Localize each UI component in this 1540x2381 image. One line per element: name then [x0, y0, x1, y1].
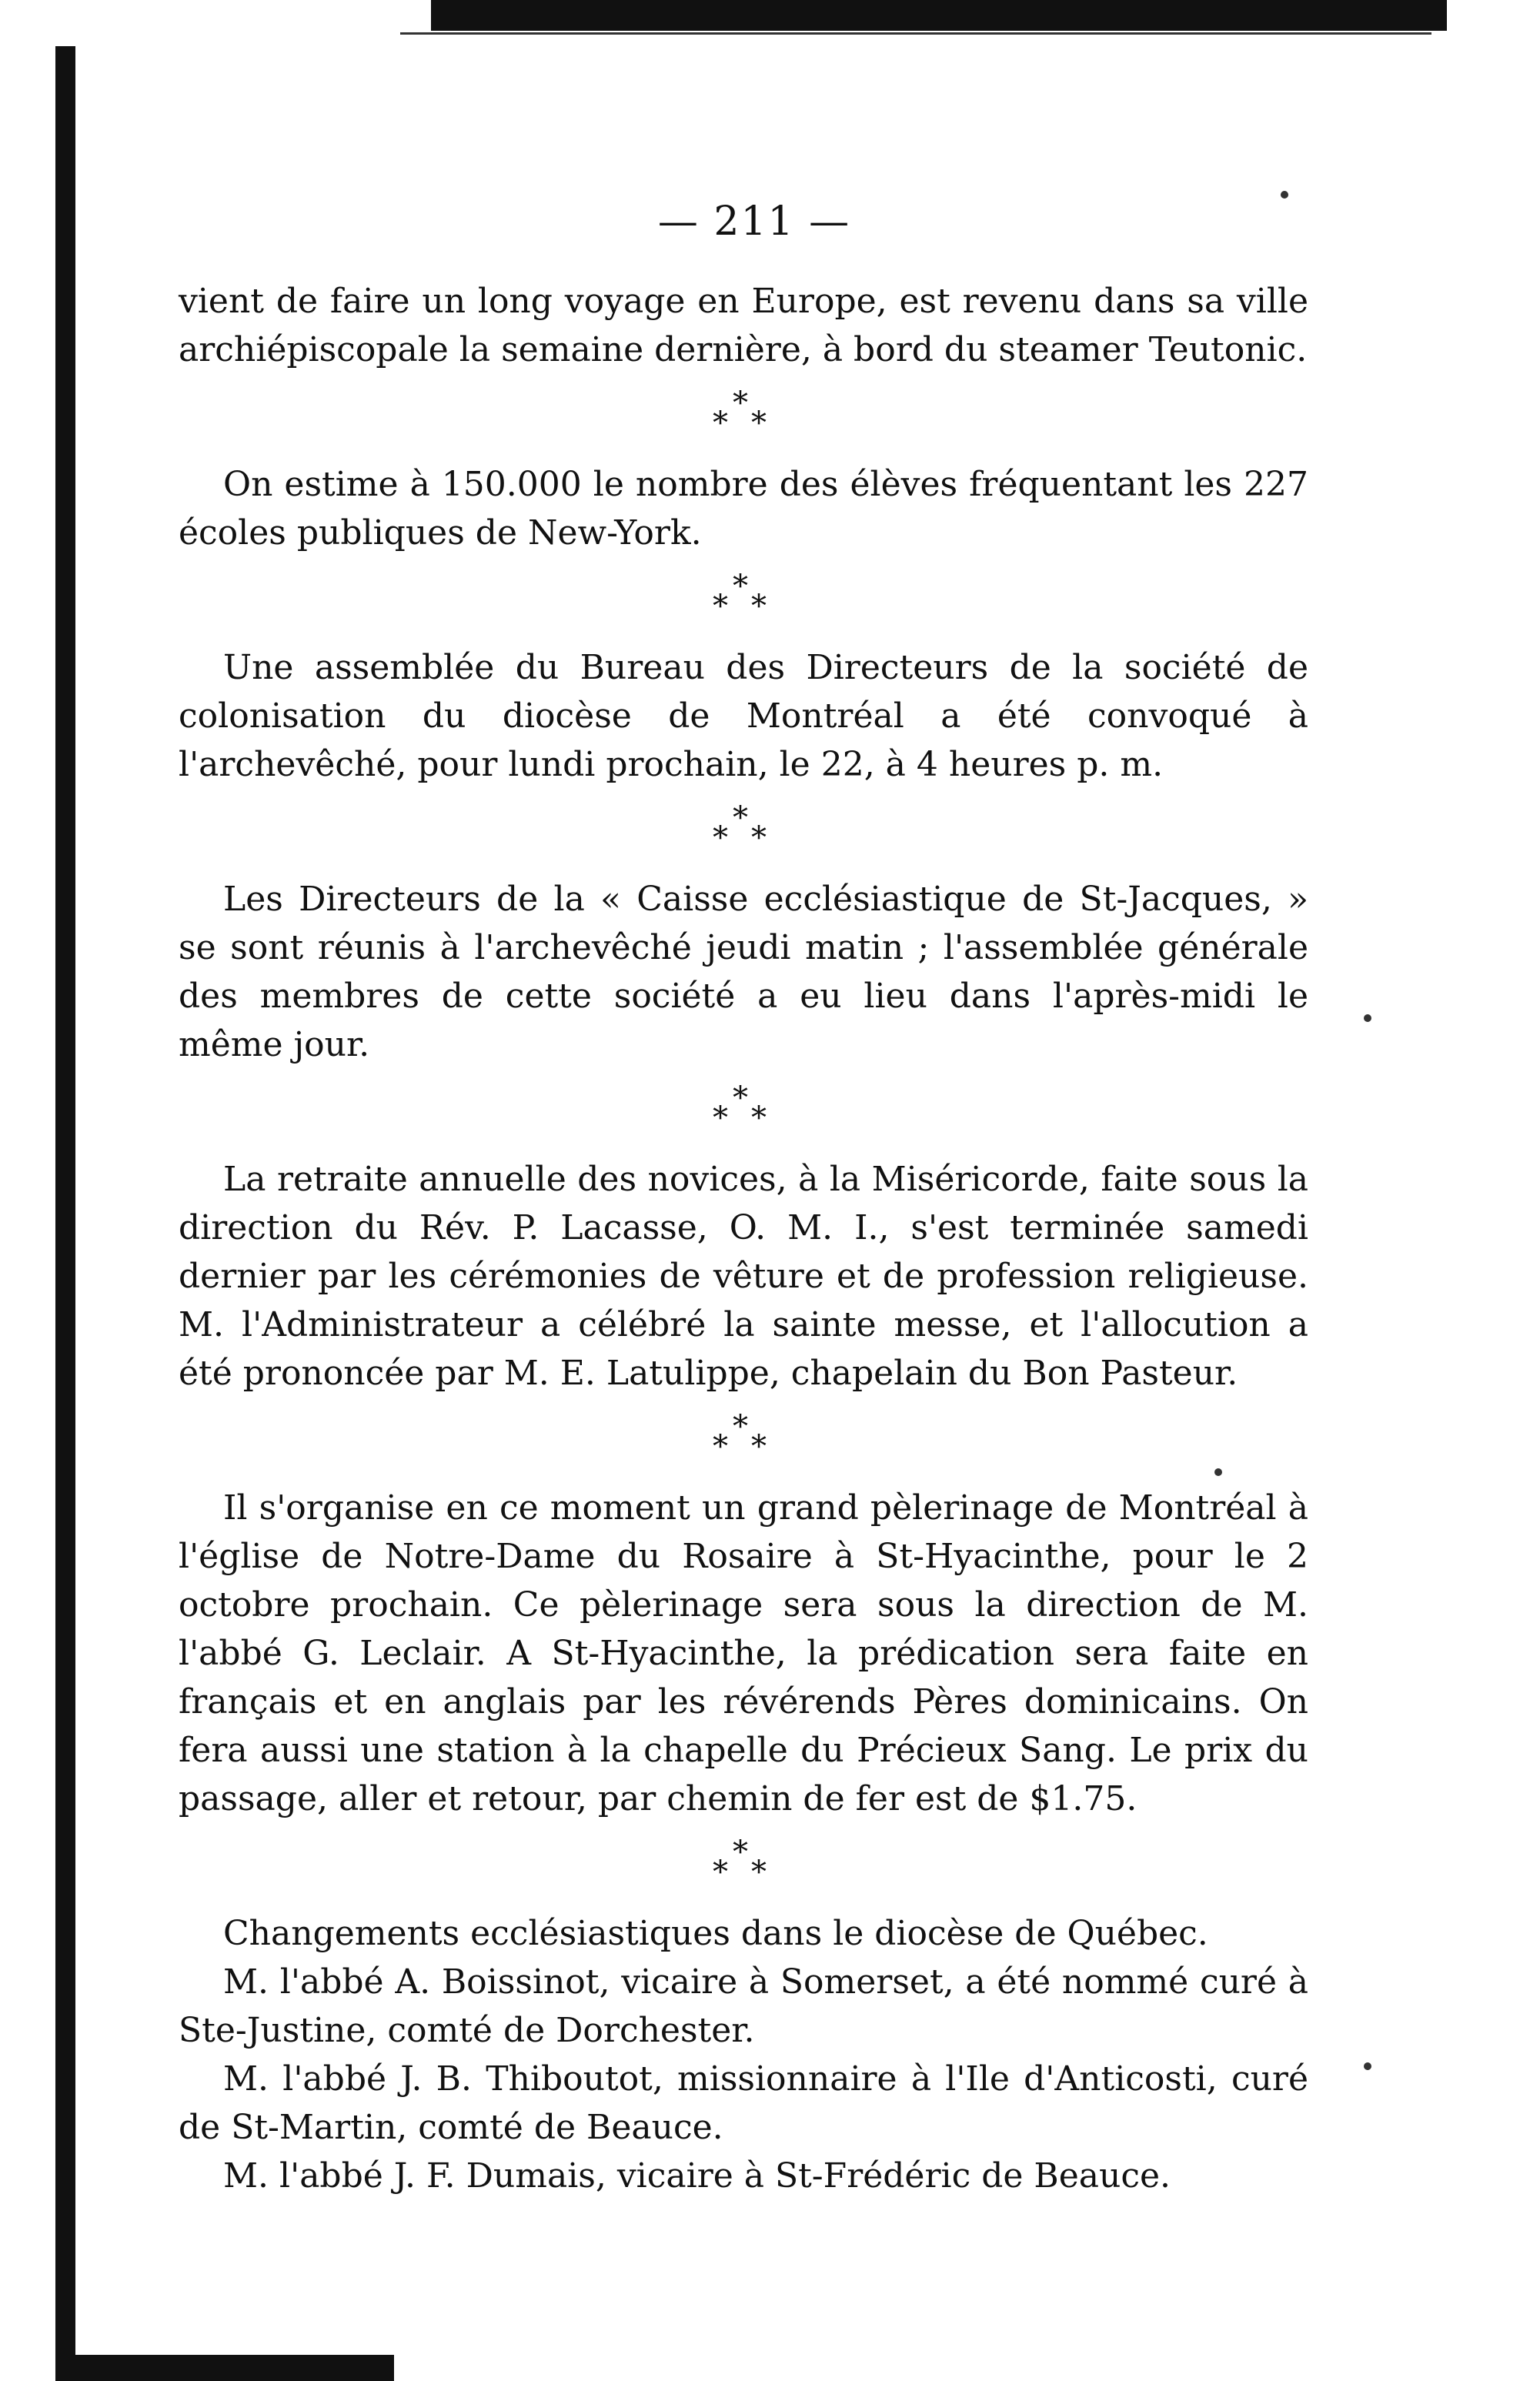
- scan-speck: [1281, 191, 1288, 199]
- paragraph: Il s'organise en ce moment un grand pèlerinage de Montréal à l'église de Notre-Dame du Rosaire à St-Hyacinthe, pour le 2 octobre prochain. Ce pèlerinage sera sous la direction de M. l'abbé G. Leclair. A St-Hyacinthe, la prédication sera faite en français et en anglais par les révérends Pères dominicains. On fera aussi une station à la chapelle du Précieux Sang. Le prix du passage, aller et retour, par chemin de fer est de $1.75.: [179, 1488, 1308, 1818]
- paragraph: vient de faire un long voyage en Europe, est revenu dans sa ville archiépiscopale la semaine dernière, à bord du steamer Teutonic.: [179, 282, 1308, 369]
- clergy-changes-list: [179, 1909, 1308, 2200]
- scan-speck: [1364, 1014, 1371, 1022]
- asterism-separator: * * *: [713, 569, 767, 624]
- scan-top-rule-thin: [400, 32, 1431, 35]
- asterism-separator: * * *: [713, 1409, 767, 1464]
- paragraph: La retraite annuelle des novices, à la Miséricorde, faite sous la direction du Rév. P. Lacasse, O. M. I., s'est terminée samedi dernier par les cérémonies de vêture et de profession religieuse. M. l'Administrateur a célébré la sainte messe, et l'allocution a été prononcée par M. E. Latulippe, chapelain du Bon Pasteur.: [179, 1160, 1308, 1393]
- scan-top-rule: [431, 0, 1447, 31]
- paragraph: Les Directeurs de la « Caisse ecclésiastique de St-Jacques, » se sont réunis à l'archevêché jeudi matin ; l'assemblée générale des membres de cette société a eu lieu dans l'après-midi le même jour.: [179, 880, 1308, 1064]
- asterism-separator: * * *: [713, 1835, 767, 1890]
- paragraph: On estime à 150.000 le nombre des élèves fréquentant les 227 écoles publiques de New-York.: [179, 465, 1308, 553]
- scan-speck: [1364, 2062, 1371, 2070]
- list-item: M. l'abbé J. F. Dumais, vicaire à St-Frédéric de Beauce.: [223, 2156, 1171, 2196]
- list-heading: Changements ecclésiastiques dans le diocèse de Québec.: [223, 1914, 1208, 1953]
- asterism-separator: * * *: [713, 800, 767, 856]
- page-body: [179, 277, 1308, 2200]
- scan-bottom-rule: [55, 2355, 394, 2381]
- list-item: M. l'abbé A. Boissinot, vicaire à Somerset, a été nommé curé à Ste-Justine, comté de Dorchester.: [179, 1962, 1308, 2050]
- page-number: — 211 —: [657, 199, 851, 245]
- list-item: M. l'abbé J. B. Thiboutot, missionnaire à l'Ile d'Anticosti, curé de St-Martin, comté de Beauce.: [179, 2059, 1308, 2147]
- scan-left-binding-edge: [55, 46, 75, 2381]
- paragraph: Une assemblée du Bureau des Directeurs de la société de colonisation du diocèse de Montréal a été convoqué à l'archevêché, pour lundi prochain, le 22, à 4 heures p. m.: [179, 648, 1308, 784]
- asterism-separator: * * *: [713, 386, 767, 441]
- asterism-separator: * * *: [713, 1080, 767, 1136]
